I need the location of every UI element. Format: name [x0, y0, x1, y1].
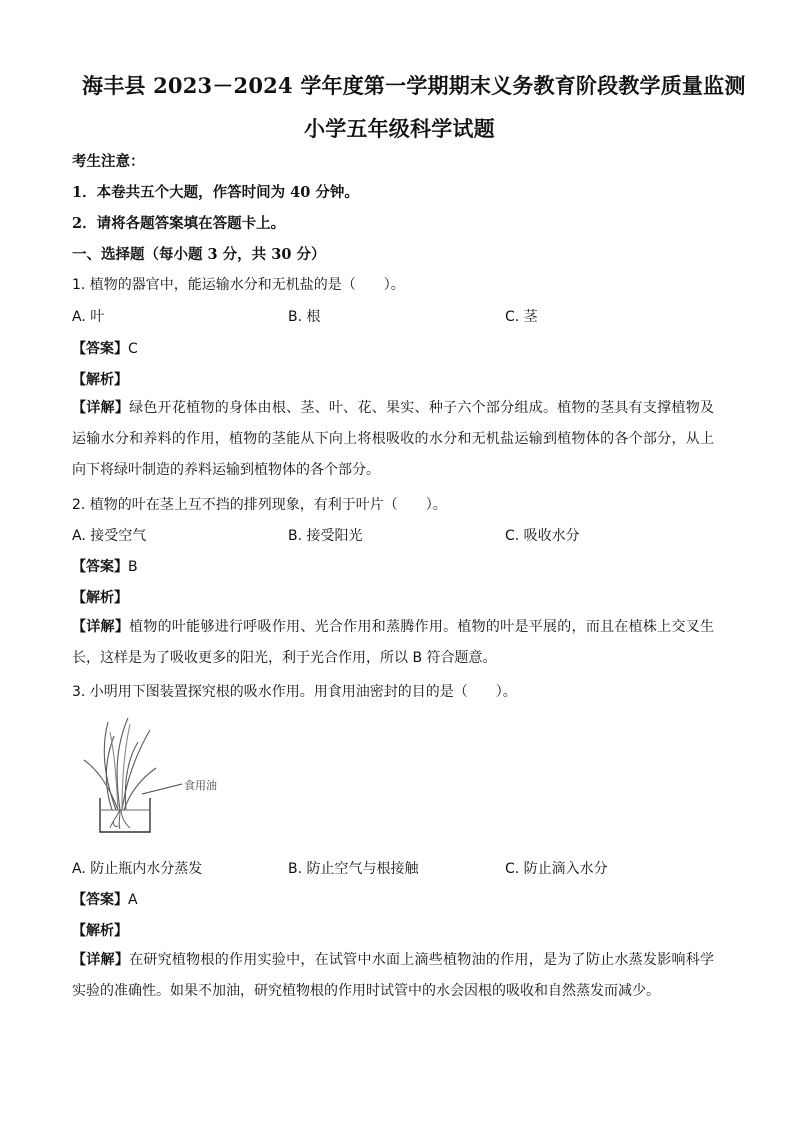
question-2-option-b: B. 接受阳光: [288, 528, 363, 544]
question-1-analysis-tag: 【解析】: [72, 372, 128, 388]
question-3-detail: 【详解】在研究植物根的作用实验中，在试管中水面上滴些植物油的作用，是为了防止水蒸发影响科学实验的准确性。如果不加油，研究植物根的作用时试管中的水会因根的吸收和自然蒸发而减少。: [72, 952, 715, 999]
plant-leaves: [84, 718, 156, 810]
question-3-option-a: A. 防止瓶内水分蒸发: [72, 861, 203, 877]
section-heading: 一、选择题（每小题 3 分，共 30 分）: [72, 246, 326, 263]
notice-item-1: 1．本卷共五个大题，作答时间为 40 分钟。: [72, 184, 359, 201]
question-1-detail: 【详解】绿色开花植物的身体由根、茎、叶、花、果实、种子六个部分组成。植物的茎具有支撑植物及运输水分和养料的作用，植物的茎能从下向上将根吸收的水分和无机盐运输到植物体的各个部分，从上向下将绿叶制造的养料运输到植物体的各个部分。: [72, 400, 715, 478]
question-2-stem: 2. 植物的叶在茎上互不挡的排列现象，有利于叶片（ ）。: [72, 497, 447, 513]
page-subtitle: 小学五年级科学试题: [304, 116, 495, 141]
question-2-answer: 【答案】B: [72, 559, 138, 575]
plant-roots: [110, 810, 130, 829]
question-1-option-a: A. 叶: [72, 309, 105, 325]
question-3-analysis-tag: 【解析】: [72, 923, 128, 939]
notice-item-2: 2．请将各题答案填在答题卡上。: [72, 215, 286, 232]
question-2-analysis-tag: 【解析】: [72, 590, 128, 606]
question-2-option-c: C. 吸收水分: [505, 528, 580, 544]
question-3-answer: 【答案】A: [72, 892, 138, 908]
question-2-option-a: A. 接受空气: [72, 528, 147, 544]
page-title: 海丰县 2023－2024 学年度第一学期期末义务教育阶段教学质量监测: [82, 73, 746, 98]
oil-label: 食用油: [184, 779, 217, 792]
label-pointer: [142, 784, 182, 794]
question-1-stem: 1. 植物的器官中，能运输水分和无机盐的是（ ）。: [72, 277, 405, 293]
question-1-answer: 【答案】C: [72, 341, 138, 357]
question-3-option-b: B. 防止空气与根接触: [288, 861, 419, 877]
question-3-option-c: C. 防止滴入水分: [505, 861, 608, 877]
notice-heading: 考生注意：: [72, 153, 145, 170]
plant-experiment-figure: [70, 712, 270, 842]
question-2-detail: 【详解】植物的叶能够进行呼吸作用、光合作用和蒸腾作用。植物的叶是平展的，而且在植株上交叉生长，这样是为了吸收更多的阳光，利于光合作用，所以 B 符合题意。: [72, 619, 715, 666]
question-1-option-c: C. 茎: [505, 309, 538, 325]
question-1-option-b: B. 根: [288, 309, 321, 325]
question-3-stem: 3. 小明用下图装置探究根的吸水作用。用食用油密封的目的是（ ）。: [72, 684, 517, 700]
